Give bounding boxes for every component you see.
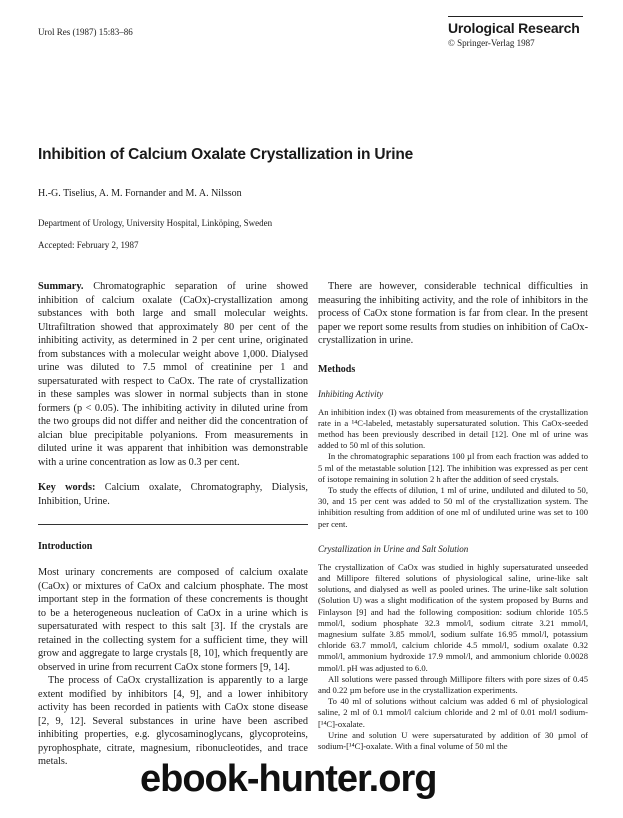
right-column: [318, 280, 588, 752]
left-column: [38, 280, 308, 769]
methods-paragraph-6: To 40 ml of solutions without calcium was added 6 ml of physiological saline, 2 ml of 0.1 mmol/l calcium chloride and 2 ml of 0.01 mol/l sodium-[¹⁴C]-oxalate.: [318, 696, 588, 729]
journal-name: Urological Research: [448, 20, 580, 36]
crystallization-subheading: Crystallization in Urine and Salt Solution: [318, 543, 469, 554]
methods-paragraph-3: To study the effects of dilution, 1 ml of urine, undiluted and diluted to 50, 30, and 15 per cent was added to 50 ml of the crystallization system. The inhibition resulting from addition of one ml of undiluted urine was set to 100 per cent.: [318, 484, 588, 529]
introduction-paragraph-1: Most urinary concrements are composed of calcium oxalate (CaOx) or mixtures of CaOx and calcium phosphate. The most important step in the formation of these concrements is thought to be a heterogeneous nucleation of CaOx in a urine which is supersaturated with respect to this salt [3]. If the crystals are retained in the collecting system for a sufficient time, they will grow and aggregate to large crystals [8, 10], which frequently are observed in urine from recurrent CaOx stone formers [9, 14].: [38, 567, 308, 673]
accepted-date: Accepted: February 2, 1987: [38, 240, 139, 250]
intro-continuation-paragraph: There are however, considerable technical difficulties in measuring the inhibiting activity, and the role of inhibitors in the process of CaOx stone formation is far from clear. In the present paper we report some results from studies on inhibition of CaOx-crystallization in urine.: [318, 281, 588, 346]
keywords-paragraph: [38, 481, 308, 508]
watermark: ebook-hunter.org: [140, 758, 437, 800]
methods-paragraph-7: Urine and solution U were supersaturated by addition of 30 µmol of sodium-[¹⁴C]-oxalate. With a final volume of 50 ml the: [318, 729, 588, 751]
methods-paragraph-1: An inhibition index (I) was obtained from measurements of the crystallization rate in a ¹⁴C-labeled, metastably supersaturated solution. This CaOx-seeded method has been previously described in detail [12]. One ml of urine was added to 50 ml of this solution.: [318, 406, 588, 451]
summary-text: Chromatographic separation of urine showed inhibition of calcium oxalate (CaOx)-crystallization among substances with both large and small molecular weights. Ultrafiltration showed that approximately 80 per cent of the inhibiting activity, as determined in 2 per cent urine, originated from substances with a molecular weight above 1,000. Dialysed urine was diluted to 7.5 mmol of creatinine per 1 and supersaturated with respect to CaOx. The rate of crystallization in these samples was slower in normal subjects than in stone formers (p < 0.05). The inhibiting activity in diluted urine from the two groups did not differ and neither did the concentration of alcian blue precipitable polyanions. From measurements in diluted urine it was apparent that inhibition was demonstrable with a urine concentration as low as 0.3 per cent.: [38, 281, 308, 468]
journal-citation: Urol Res (1987) 15:83–86: [38, 27, 133, 37]
keywords-label: Key words:: [38, 482, 96, 493]
summary-label: Summary.: [38, 281, 84, 292]
inhibiting-activity-subheading: Inhibiting Activity: [318, 388, 384, 399]
author-affiliation: Department of Urology, University Hospital, Linköping, Sweden: [38, 218, 273, 228]
summary-paragraph: [38, 280, 308, 469]
journal-masthead: [448, 16, 583, 48]
keywords-text: Calcium oxalate, Chromatography, Dialysis, Inhibition, Urine.: [38, 482, 309, 507]
methods-paragraph-2: In the chromatographic separations 100 µl from each fraction was added to 5 ml of the metastable solution [12]. The inhibition was expressed as per cent of isotope remaining in solution 2 h after the addition of seed crystals.: [318, 451, 588, 484]
article-authors: H.-G. Tiselius, A. M. Fornander and M. A. Nilsson: [38, 188, 242, 199]
publisher-copyright: © Springer-Verlag 1987: [448, 38, 535, 48]
masthead-rule: [448, 16, 583, 17]
introduction-heading: Introduction: [38, 541, 93, 552]
methods-paragraph-4: The crystallization of CaOx was studied in highly supersaturated unseeded and Millipore filtered solutions of physiological saline, urine-like salt solutions, and dialysed as well as pooled urines. The urine-like salt solution (Solution U) was a slight modification of the system proposed by Burns and Finlayson [9] and had the following composition: sodium chloride 105.5 mmol/l, sodium phosphate 32.3 mmol/l, sodium citrate 3.21 mmol/l, magnesium sulfate 3.85 mmol/l, sodium sulfate 16.95 mmol/l, potassium chloride 63.7 mmol/l, calcium chloride 4.5 mmol/l, sodium oxalate 0.32 mmol/l, ammonium hydroxide 17.9 mmol/l, and ammonium chloride 0.0028 mmol/l. pH was adjusted to 6.0.: [318, 561, 588, 673]
methods-paragraph-5: All solutions were passed through Millipore filters with pore sizes of 0.45 and 0.22 µm before use in the crystallization experiments.: [318, 673, 588, 695]
section-divider: [38, 524, 308, 525]
introduction-paragraph-2: The process of CaOx crystallization is apparently to a large extent modified by inhibitors [4, 9], and a lower inhibitory activity has been recorded in patients with CaOx stone disease [2, 9, 12]. Several substances in urine have been ascribed inhibiting properties, e.g. glycosaminoglycans, glycoproteins, pyrophosphate, citrate, magnesium, ribonucleotides, and trace metals.: [38, 675, 308, 767]
methods-heading: Methods: [318, 363, 356, 375]
article-title: Inhibition of Calcium Oxalate Crystallization in Urine: [38, 146, 414, 163]
